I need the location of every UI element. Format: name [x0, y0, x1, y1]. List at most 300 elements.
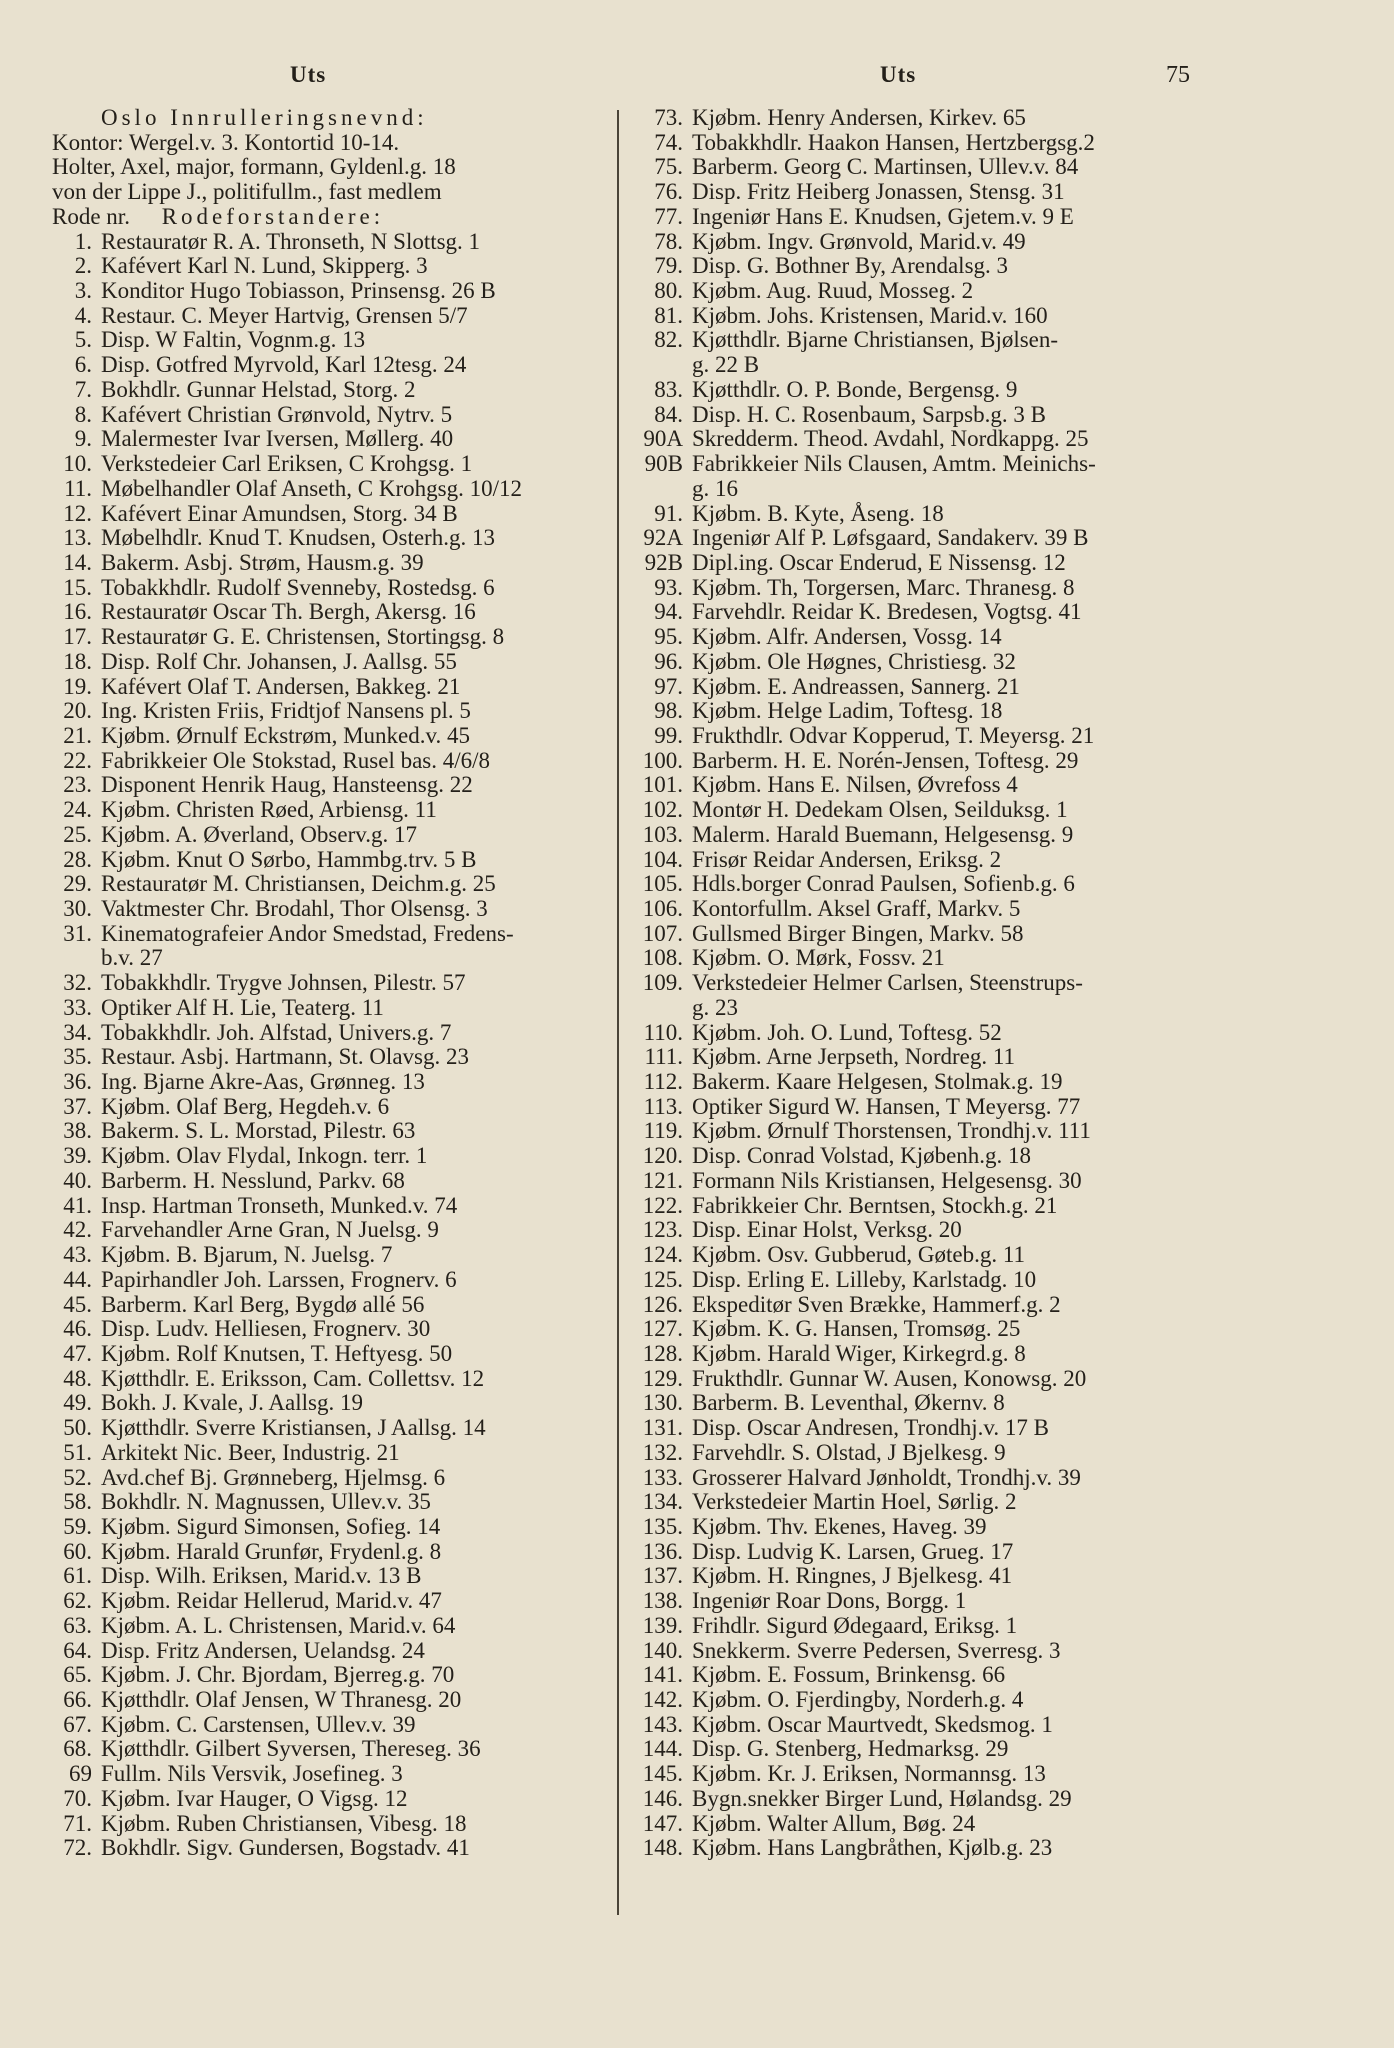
entry-number: 70. — [63, 1786, 92, 1811]
entry-number: 106. — [642, 897, 683, 921]
directory-entry — [636, 230, 1196, 255]
entry-text: Kjøbm. Hans E. Nilsen, Øvrefoss 4 — [692, 773, 1018, 798]
directory-entry — [52, 1169, 612, 1194]
directory-entry — [52, 749, 612, 774]
directory-entry — [636, 823, 1196, 848]
entry-text: Kontorfullm. Aksel Graff, Markv. 5 — [692, 897, 1021, 921]
directory-entry — [52, 1218, 612, 1243]
entry-text: Disp. G. Stenberg, Hedmarksg. 29 — [692, 1737, 1009, 1762]
entry-number: 126. — [642, 1292, 683, 1317]
running-head-right: Uts — [880, 62, 917, 87]
entry-text: Dipl.ing. Oscar Enderud, E Nissensg. 12 — [692, 550, 1066, 575]
directory-entry — [52, 1515, 612, 1540]
entry-number: 47. — [63, 1341, 92, 1366]
directory-entry — [636, 155, 1196, 180]
directory-entry — [52, 328, 612, 353]
entry-text: g. 23 — [692, 995, 738, 1020]
entry-text: Barberm. Karl Berg, Bygdø allé 56 — [101, 1292, 425, 1317]
directory-entry — [52, 502, 612, 527]
directory-entry — [636, 1268, 1196, 1293]
directory-entry — [636, 1737, 1196, 1762]
directory-entry — [52, 526, 612, 551]
directory-entry — [52, 1564, 612, 1589]
directory-entry — [52, 1070, 612, 1095]
entry-number: 18. — [63, 649, 92, 674]
entry-number: 141. — [642, 1663, 683, 1688]
entry-text: Kjøtthdlr. Gilbert Syversen, Thereseg. 36 — [101, 1737, 481, 1762]
entry-text: Kjøbm. Ørnulf Thorstensen, Trondhj.v. 111 — [692, 1119, 1091, 1144]
directory-entry — [636, 1713, 1196, 1738]
entry-text: Kjøtthdlr. Olaf Jensen, W Thranesg. 20 — [101, 1688, 462, 1712]
entry-text: Skredderm. Theod. Avdahl, Nordkappg. 25 — [692, 427, 1089, 452]
entry-number: 122. — [642, 1193, 683, 1218]
entry-number: 60. — [63, 1539, 92, 1564]
directory-entry — [52, 1342, 612, 1367]
entry-text: Disp. Fritz Andersen, Uelandsg. 24 — [101, 1638, 425, 1663]
directory-entry — [52, 477, 612, 502]
entry-number: 91. — [654, 501, 683, 526]
entry-text: Kjøbm. Reidar Hellerud, Marid.v. 47 — [101, 1589, 442, 1614]
entry-number: 109. — [642, 971, 683, 996]
section-title: Oslo Innrulleringsnevnd: — [101, 106, 428, 130]
entry-text: Konditor Hugo Tobiasson, Prinsensg. 26 B — [101, 279, 496, 304]
entry-number: 49. — [63, 1391, 92, 1416]
entry-text: Disp. Ludv. Helliesen, Frognerv. 30 — [101, 1317, 431, 1342]
entry-text: Disp. G. Bothner By, Arendalsg. 3 — [692, 254, 1009, 279]
entry-number: 39. — [63, 1144, 92, 1169]
directory-entry — [52, 1021, 612, 1046]
entry-text: Kafévert Olaf T. Andersen, Bakkeg. 21 — [101, 674, 461, 699]
entry-text: Restauratør Oscar Th. Bergh, Akersg. 16 — [101, 600, 476, 625]
entry-number: 4. — [74, 303, 92, 328]
entry-number: 7. — [74, 377, 92, 402]
entry-text: Tobakkhdlr. Joh. Alfstad, Univers.g. 7 — [101, 1020, 452, 1045]
entry-text: Restaur. C. Meyer Hartvig, Grensen 5/7 — [101, 303, 468, 328]
directory-entry — [636, 1663, 1196, 1688]
entry-number: 90B — [644, 452, 683, 477]
directory-entry — [636, 1342, 1196, 1367]
entry-text: Malermester Ivar Iversen, Møllerg. 40 — [101, 427, 454, 452]
directory-entry — [52, 279, 612, 304]
entry-number: 41. — [63, 1193, 92, 1218]
entry-text: Kjøbm. Rolf Knutsen, T. Heftyesg. 50 — [101, 1341, 453, 1366]
entry-number: 51. — [63, 1440, 92, 1465]
directory-entry — [52, 1787, 612, 1812]
directory-entry — [52, 823, 612, 848]
entry-number: 1. — [74, 229, 92, 254]
entry-text: Disp. Ludvig K. Larsen, Grueg. 17 — [692, 1539, 1014, 1564]
entry-text: Bokhdlr. N. Magnussen, Ullev.v. 35 — [101, 1490, 431, 1515]
chair-info: Holter, Axel, major, formann, Gyldenl.g. 18 — [52, 155, 456, 180]
rode-heading-line — [52, 205, 612, 230]
directory-entry — [636, 600, 1196, 625]
entry-number: 13. — [63, 526, 92, 551]
entry-text: Bakerm. Asbj. Strøm, Hausm.g. 39 — [101, 550, 424, 575]
directory-entry — [52, 600, 612, 625]
directory-entry — [636, 1218, 1196, 1243]
entry-number: 24. — [63, 798, 92, 823]
directory-entry — [52, 1268, 612, 1293]
directory-entry — [636, 526, 1196, 551]
directory-entry — [636, 1169, 1196, 1194]
directory-entry — [636, 1367, 1196, 1392]
directory-entry — [636, 403, 1196, 428]
entry-number: 19. — [63, 674, 92, 699]
directory-entry — [636, 1490, 1196, 1515]
entry-number: 29. — [63, 872, 92, 897]
rode-label: Rode nr. — [52, 204, 130, 229]
running-head-left: Uts — [290, 62, 327, 87]
entry-text: Kjøbm. Knut O Sørbo, Hammbg.trv. 5 B — [101, 847, 477, 872]
directory-entry — [636, 427, 1196, 452]
entry-text: Kjøtthdlr. Sverre Kristiansen, J Aallsg. 14 — [101, 1416, 486, 1441]
entry-text: Restaur. Asbj. Hartmann, St. Olavsg. 23 — [101, 1045, 469, 1070]
entry-text: Kjøbm. Olav Flydal, Inkogn. terr. 1 — [101, 1144, 428, 1169]
directory-entry — [636, 1836, 1196, 1861]
entry-text: Kjøbm. Henry Andersen, Kirkev. 65 — [692, 106, 1026, 130]
entry-number: 5. — [74, 328, 92, 353]
entry-text: Ingeniør Roar Dons, Borgg. 1 — [692, 1589, 967, 1614]
entry-text: Kjøbm. Ørnulf Eckstrøm, Munked.v. 45 — [101, 723, 471, 748]
entry-number: 65. — [63, 1663, 92, 1688]
directory-entry — [52, 724, 612, 749]
directory-entry — [52, 872, 612, 897]
directory-entry — [636, 1688, 1196, 1713]
entry-number: 103. — [642, 822, 683, 847]
entry-text: Disponent Henrik Haug, Hansteensg. 22 — [101, 773, 473, 798]
entry-text: Kjøbm. E. Andreassen, Sannerg. 21 — [692, 674, 1020, 699]
entry-text: Disp. Einar Holst, Verksg. 20 — [692, 1218, 962, 1243]
entry-number: 6. — [74, 353, 92, 378]
entry-number: 146. — [642, 1786, 683, 1811]
directory-entry — [52, 848, 612, 873]
entry-text: Bokh. J. Kvale, J. Aallsg. 19 — [101, 1391, 363, 1416]
entry-number: 15. — [63, 575, 92, 600]
entry-number: 148. — [642, 1836, 683, 1861]
entry-number: 80. — [654, 279, 683, 304]
directory-entry — [636, 328, 1196, 353]
entry-text: Kjøbm. Harald Wiger, Kirkegrd.g. 8 — [692, 1341, 1026, 1366]
entry-text: Frihdlr. Sigurd Ødegaard, Eriksg. 1 — [692, 1613, 1018, 1638]
entry-text: Grosserer Halvard Jønholdt, Trondhj.v. 39 — [692, 1465, 1081, 1490]
entry-number: 67. — [63, 1712, 92, 1737]
entry-number: 35. — [63, 1045, 92, 1070]
directory-entry — [52, 1713, 612, 1738]
directory-entry — [636, 205, 1196, 230]
directory-entry — [52, 1540, 612, 1565]
entry-text: Kjøbm. Kr. J. Eriksen, Normannsg. 13 — [692, 1762, 1046, 1787]
entry-text: Farvehdlr. S. Olstad, J Bjelkesg. 9 — [692, 1440, 1006, 1465]
directory-entry — [52, 1391, 612, 1416]
directory-entry — [636, 254, 1196, 279]
entry-number: 119. — [643, 1119, 683, 1144]
directory-entry — [636, 106, 1196, 131]
entry-text: Bokhdlr. Gunnar Helstad, Storg. 2 — [101, 377, 416, 402]
entry-text: Kjøbm. H. Ringnes, J Bjelkesg. 41 — [692, 1564, 1013, 1589]
entry-number: 94. — [654, 600, 683, 625]
directory-entry — [636, 650, 1196, 675]
entry-number: 45. — [63, 1292, 92, 1317]
directory-entry — [52, 1688, 612, 1713]
entry-number: 129. — [642, 1366, 683, 1391]
entry-number: 136. — [642, 1539, 683, 1564]
entry-text: Kjøbm. A. Øverland, Observ.g. 17 — [101, 822, 417, 847]
entry-text: Kjøbm. Osv. Gubberud, Gøteb.g. 11 — [692, 1243, 1026, 1268]
directory-entry — [52, 1317, 612, 1342]
entry-number: 121. — [642, 1168, 683, 1193]
entry-number: 132. — [642, 1440, 683, 1465]
entry-text: Bakerm. S. L. Morstad, Pilestr. 63 — [101, 1119, 416, 1144]
directory-entry — [636, 502, 1196, 527]
entry-number: 22. — [63, 748, 92, 773]
entry-number: 62. — [63, 1589, 92, 1614]
entry-number: 59. — [63, 1514, 92, 1539]
entry-text: Kjøbm. B. Kyte, Åseng. 18 — [692, 501, 944, 526]
directory-entry — [636, 551, 1196, 576]
directory-entry — [636, 1095, 1196, 1120]
directory-entry — [52, 1293, 612, 1318]
entry-number: 125. — [642, 1267, 683, 1292]
entry-number: 8. — [74, 402, 92, 427]
entry-text: Kjøbm. K. G. Hansen, Tromsøg. 25 — [692, 1317, 1021, 1342]
directory-entry — [636, 1243, 1196, 1268]
entry-number: 37. — [63, 1094, 92, 1119]
entry-text: Farvehdlr. Reidar K. Bredesen, Vogtsg. 41 — [692, 600, 1082, 625]
directory-entry — [636, 625, 1196, 650]
directory-entry — [636, 477, 1196, 502]
entry-text: Tobakkhdlr. Rudolf Svenneby, Rostedsg. 6 — [101, 575, 495, 600]
entry-text: Kjøbm. Arne Jerpseth, Nordreg. 11 — [692, 1045, 1015, 1070]
directory-entry — [52, 403, 612, 428]
entry-text: b.v. 27 — [101, 946, 163, 971]
entry-number: 131. — [642, 1416, 683, 1441]
entry-number: 31. — [63, 921, 92, 946]
entry-number: 21. — [63, 723, 92, 748]
entry-number: 138. — [642, 1589, 683, 1614]
directory-entry — [636, 1589, 1196, 1614]
right-entry-list — [636, 106, 1196, 1861]
entry-text: Kjøbm. C. Carstensen, Ullev.v. 39 — [101, 1712, 416, 1737]
entry-number: 124. — [642, 1243, 683, 1268]
entry-text: Verkstedeier Helmer Carlsen, Steenstrups- — [692, 971, 1083, 996]
entry-number: 127. — [642, 1317, 683, 1342]
directory-entry — [636, 353, 1196, 378]
entry-number: 44. — [63, 1267, 92, 1292]
directory-entry — [52, 675, 612, 700]
entry-text: Kafévert Einar Amundsen, Storg. 34 B — [101, 501, 458, 526]
entry-text: Montør H. Dedekam Olsen, Seilduksg. 1 — [692, 798, 1068, 823]
entry-number: 142. — [642, 1688, 683, 1712]
entry-number: 64. — [63, 1638, 92, 1663]
entry-text: Avd.chef Bj. Grønneberg, Hjelmsg. 6 — [101, 1465, 446, 1490]
entry-number: 32. — [63, 971, 92, 996]
directory-entry — [636, 798, 1196, 823]
directory-entry — [636, 180, 1196, 205]
page-header — [0, 62, 1394, 98]
directory-entry — [52, 1194, 612, 1219]
entry-text: Disp. Rolf Chr. Johansen, J. Aallsg. 55 — [101, 649, 457, 674]
directory-entry — [636, 1416, 1196, 1441]
entry-text: Kjøbm. Th, Torgersen, Marc. Thranesg. 8 — [692, 575, 1075, 600]
directory-entry — [52, 353, 612, 378]
entry-number: 73. — [654, 106, 683, 130]
entry-number: 58. — [63, 1490, 92, 1515]
entry-number: 92A — [643, 526, 683, 551]
entry-number: 20. — [63, 699, 92, 724]
entry-text: g. 16 — [692, 476, 738, 501]
entry-text: Arkitekt Nic. Beer, Industrig. 21 — [101, 1440, 400, 1465]
entry-text: Frisør Reidar Andersen, Eriksg. 2 — [692, 847, 1002, 872]
directory-entry — [636, 452, 1196, 477]
entry-number: 10. — [63, 452, 92, 477]
entry-text: Kjøbm. O. Fjerdingby, Norderh.g. 4 — [692, 1688, 1024, 1712]
entry-number: 105. — [642, 872, 683, 897]
entry-number: 78. — [654, 229, 683, 254]
directory-entry — [52, 1095, 612, 1120]
entry-number: 17. — [63, 625, 92, 650]
entry-number: 11. — [64, 476, 92, 501]
entry-text: Kjøbm. Helge Ladim, Toftesg. 18 — [692, 699, 1003, 724]
directory-entry — [636, 749, 1196, 774]
entry-number: 3. — [74, 279, 92, 304]
directory-entry — [52, 922, 612, 947]
entry-number: 145. — [642, 1762, 683, 1787]
entry-number: 63. — [63, 1613, 92, 1638]
entry-number: 9. — [74, 427, 92, 452]
directory-entry — [636, 872, 1196, 897]
directory-entry — [636, 1466, 1196, 1491]
entry-number: 140. — [642, 1638, 683, 1663]
entry-number: 107. — [642, 921, 683, 946]
entry-text: Fabrikkeier Ole Stokstad, Rusel bas. 4/6/8 — [101, 748, 491, 773]
entry-number: 135. — [642, 1514, 683, 1539]
directory-entry — [636, 971, 1196, 996]
directory-entry — [52, 1243, 612, 1268]
entry-text: Disp. W Faltin, Vognm.g. 13 — [101, 328, 366, 353]
entry-number: 111. — [644, 1045, 683, 1070]
entry-text: Optiker Alf H. Lie, Teaterg. 11 — [101, 995, 384, 1020]
entry-text: Kjøbm. Ole Høgnes, Christiesg. 32 — [692, 649, 1016, 674]
entry-text: Disp. Fritz Heiberg Jonassen, Stensg. 31 — [692, 180, 1065, 205]
directory-entry — [52, 1812, 612, 1837]
directory-entry — [52, 897, 612, 922]
entry-number: 128. — [642, 1341, 683, 1366]
entry-text: Restauratør R. A. Thronseth, N Slottsg. 1 — [101, 229, 481, 254]
entry-number: 34. — [63, 1020, 92, 1045]
directory-entry — [636, 1515, 1196, 1540]
entry-number: 25. — [63, 822, 92, 847]
directory-entry — [636, 675, 1196, 700]
directory-entry — [52, 1762, 612, 1787]
directory-entry — [636, 724, 1196, 749]
left-column — [52, 106, 612, 1861]
directory-entry — [636, 773, 1196, 798]
directory-entry — [52, 1144, 612, 1169]
entry-number: 123. — [642, 1218, 683, 1243]
entry-text: Kjøbm. Thv. Ekenes, Haveg. 39 — [692, 1514, 987, 1539]
entry-number: 147. — [642, 1811, 683, 1836]
entry-text: Tobakkhdlr. Haakon Hansen, Hertzbergsg.2 — [692, 130, 1095, 155]
directory-entry — [52, 773, 612, 798]
page-number: 75 — [1166, 62, 1190, 88]
entry-number: 93. — [654, 575, 683, 600]
entry-text: Tobakkhdlr. Trygve Johnsen, Pilestr. 57 — [101, 971, 466, 996]
entry-number: 102. — [642, 798, 683, 823]
entry-text: Ekspeditør Sven Brække, Hammerf.g. 2 — [692, 1292, 1061, 1317]
entry-text: Hdls.borger Conrad Paulsen, Sofienb.g. 6 — [692, 872, 1075, 897]
directory-entry — [636, 1441, 1196, 1466]
directory-entry — [52, 452, 612, 477]
rode-heading: Rodeforstandere: — [161, 204, 385, 229]
entry-text: Formann Nils Kristiansen, Helgesensg. 30 — [692, 1168, 1082, 1193]
entry-number: 133. — [642, 1465, 683, 1490]
entry-text: Kjøtthdlr. Bjarne Christiansen, Bjølsen- — [692, 328, 1059, 353]
directory-entry — [636, 304, 1196, 329]
entry-text: Ingeniør Hans E. Knudsen, Gjetem.v. 9 E — [692, 204, 1074, 229]
entry-text: Vaktmester Chr. Brodahl, Thor Olsensg. 3 — [101, 897, 488, 921]
entry-text: Kjøbm. Johs. Kristensen, Marid.v. 160 — [692, 303, 1048, 328]
directory-entry — [636, 1540, 1196, 1565]
entry-text: Verkstedeier Carl Eriksen, C Krohgsg. 1 — [101, 452, 473, 477]
entry-text: Kjøbm. Ivar Hauger, O Vigsg. 12 — [101, 1786, 408, 1811]
entry-text: Kjøbm. Alfr. Andersen, Vossg. 14 — [692, 625, 1002, 650]
entry-number: 104. — [642, 847, 683, 872]
entry-text: Kjøtthdlr. E. Eriksson, Cam. Collettsv. 12 — [101, 1366, 485, 1391]
directory-entry — [636, 1762, 1196, 1787]
directory-entry — [52, 1589, 612, 1614]
directory-entry — [636, 1070, 1196, 1095]
directory-entry — [52, 996, 612, 1021]
directory-entry — [636, 1564, 1196, 1589]
directory-entry — [636, 1293, 1196, 1318]
directory-entry — [636, 279, 1196, 304]
entry-number: 2. — [74, 254, 92, 279]
entry-number: 12. — [63, 501, 92, 526]
entry-text: Kjøbm. O. Mørk, Fossv. 21 — [692, 946, 945, 971]
entry-number: 96. — [654, 649, 683, 674]
office-info: Kontor: Wergel.v. 3. Kontortid 10-14. — [52, 130, 400, 155]
entry-text: Frukthdlr. Odvar Kopperud, T. Meyersg. 21 — [692, 723, 1095, 748]
directory-entry — [636, 922, 1196, 947]
member-info: von der Lippe J., politifullm., fast medlem — [52, 180, 442, 205]
entry-number: 46. — [63, 1317, 92, 1342]
entry-number: 120. — [642, 1144, 683, 1169]
directory-entry — [636, 1045, 1196, 1070]
entry-text: Restauratør M. Christiansen, Deichm.g. 25 — [101, 872, 496, 897]
entry-text: Optiker Sigurd W. Hansen, T Meyersg. 77 — [692, 1094, 1081, 1119]
entry-text: Disp. Oscar Andresen, Trondhj.v. 17 B — [692, 1416, 1049, 1441]
entry-number: 98. — [654, 699, 683, 724]
entry-number: 137. — [642, 1564, 683, 1589]
entry-number: 134. — [642, 1490, 683, 1515]
entry-text: Kjøbm. Hans Langbråthen, Kjølb.g. 23 — [692, 1836, 1053, 1861]
entry-number: 74. — [654, 130, 683, 155]
directory-entry — [52, 650, 612, 675]
directory-entry — [636, 1021, 1196, 1046]
entry-text: Fabrikkeier Nils Clausen, Amtm. Meinichs- — [692, 452, 1096, 477]
entry-number: 72. — [63, 1836, 92, 1861]
entry-text: Kjøbm. Ingv. Grønvold, Marid.v. 49 — [692, 229, 1026, 254]
entry-number: 30. — [63, 897, 92, 921]
entry-number: 16. — [63, 600, 92, 625]
entry-text: Møbelhdlr. Knud T. Knudsen, Osterh.g. 13 — [101, 526, 495, 551]
entry-number: 14. — [63, 550, 92, 575]
entry-text: Frukthdlr. Gunnar W. Ausen, Konowsg. 20 — [692, 1366, 1087, 1391]
directory-entry — [636, 1639, 1196, 1664]
entry-text: Kjøbm. Walter Allum, Bøg. 24 — [692, 1811, 976, 1836]
directory-entry — [636, 1144, 1196, 1169]
entry-number: 68. — [63, 1737, 92, 1762]
